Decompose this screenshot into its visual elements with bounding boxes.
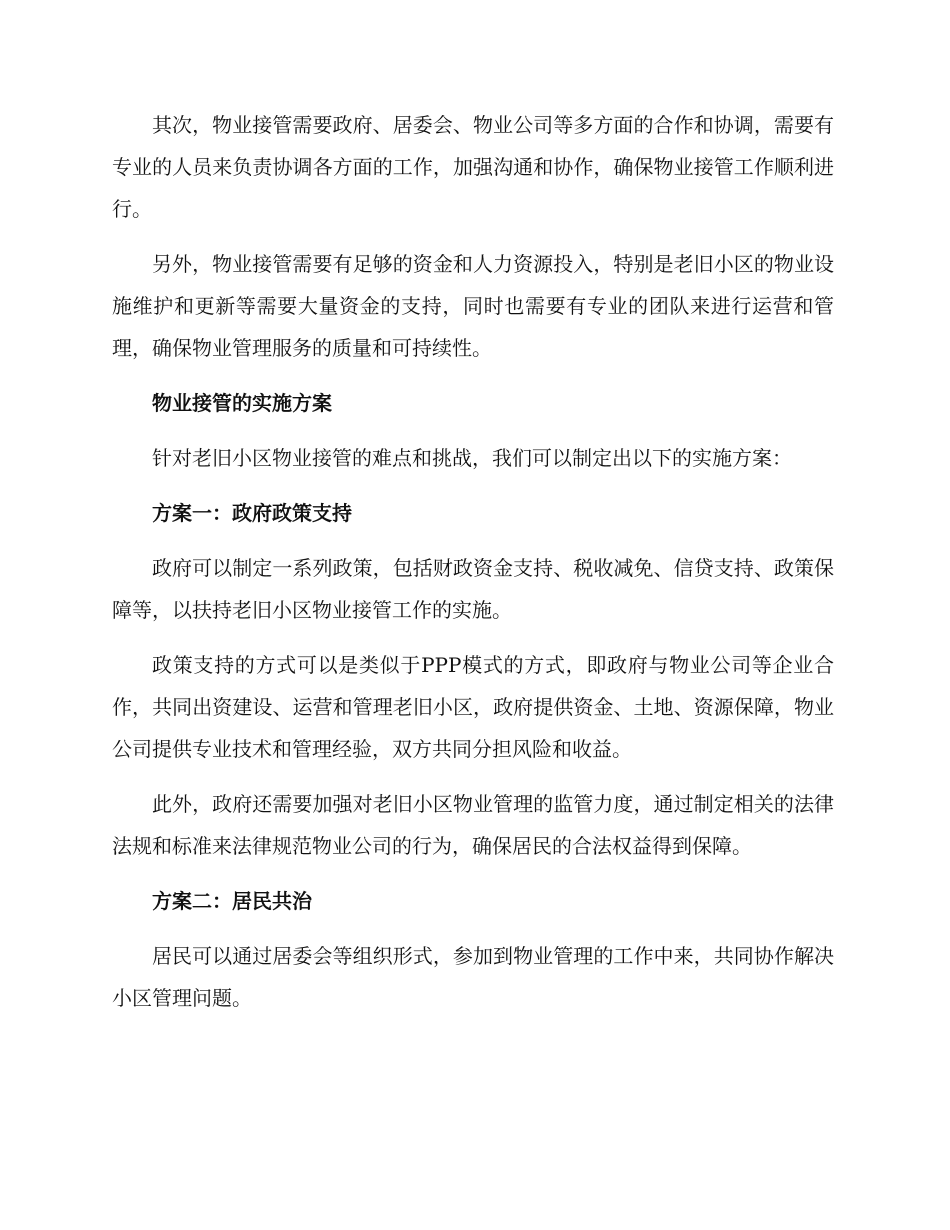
section-heading-plan-two: 方案二：居民共治 <box>152 889 312 913</box>
paragraph-funding: 另外，物业接管需要有足够的资金和人力资源投入，特别是老旧小区的物业设施维护和更新等需要大量资金的支持，同时也需要有专业的团队来进行运营和管理，确保物业管理服务的质量和可持续性。 <box>112 252 834 360</box>
paragraph-intro-plans: 针对老旧小区物业接管的难点和挑战，我们可以制定出以下的实施方案： <box>152 446 792 470</box>
paragraph-ppp-model: 政策支持的方式可以是类似于PPP模式的方式，即政府与物业公司等企业合作，共同出资建设、运营和管理老旧小区，政府提供资金、土地、资源保障，物业公司提供专业技术和管理经验，双方共同分担风险和收益。 <box>112 653 834 761</box>
paragraph-coordination: 其次，物业接管需要政府、居委会、物业公司等多方面的合作和协调，需要有专业的人员来负责协调各方面的工作，加强沟通和协作，确保物业接管工作顺利进行。 <box>112 113 834 221</box>
document-body <box>112 104 834 1032</box>
section-heading-implementation: 物业接管的实施方案 <box>152 391 332 415</box>
paragraph-policy: 政府可以制定一系列政策，包括财政资金支持、税收减免、信贷支持、政策保障等，以扶持老旧小区物业接管工作的实施。 <box>112 556 834 622</box>
paragraph-supervision: 此外，政府还需要加强对老旧小区物业管理的监管力度，通过制定相关的法律法规和标准来法律规范物业公司的行为，确保居民的合法权益得到保障。 <box>112 792 834 858</box>
paragraph-residents: 居民可以通过居委会等组织形式，参加到物业管理的工作中来，共同协作解决小区管理问题。 <box>112 944 834 1010</box>
section-heading-plan-one: 方案一：政府政策支持 <box>152 501 352 525</box>
